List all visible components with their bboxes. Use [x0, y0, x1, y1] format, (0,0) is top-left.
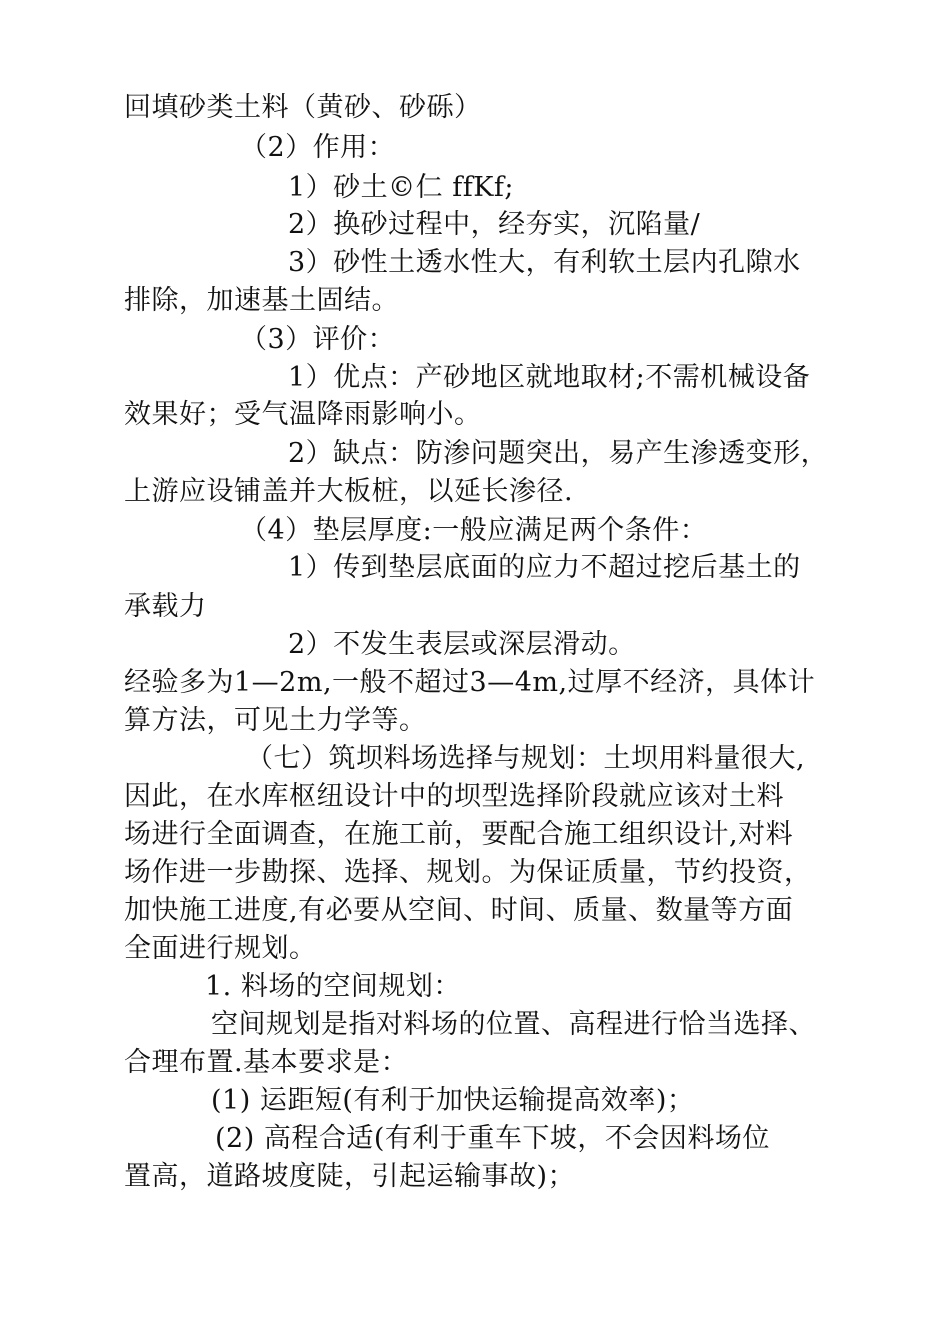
text-line-12: （4）垫层厚度:一般应满足两个条件：: [240, 515, 708, 546]
text-line-24: 1. 料场的空间规划：: [205, 971, 461, 1002]
text-line-27: (1) 运距短(有利于加快运输提高效率)；: [211, 1085, 695, 1116]
text-line-14: 承载力: [124, 591, 207, 622]
text-line-29: 置高，道路坡度陡，引起运输事故)；: [124, 1161, 576, 1192]
text-line-10: 2）缺点：防渗问题突出，易产生渗透变形，: [288, 438, 829, 469]
text-line-20: 场进行全面调查，在施工前，要配合施工组织设计,对料: [124, 819, 794, 850]
text-line-17: 算方法，可见土力学等。: [124, 705, 427, 736]
text-line-18: （七）筑坝料场选择与规划：土坝用料量很大,: [246, 743, 806, 774]
text-line-21: 场作进一步勘探、选择、规划。为保证质量，节约投资，: [124, 857, 812, 888]
text-line-19: 因此，在水库枢纽设计中的坝型选择阶段就应该对土料: [124, 781, 784, 812]
text-line-11: 上游应设铺盖并大板桩，以延长渗径.: [124, 476, 574, 507]
text-line-9: 效果好；受气温降雨影响小。: [124, 399, 482, 430]
text-line-8: 1）优点：产砂地区就地取材;不需机械设备: [288, 362, 811, 393]
text-line-15: 2）不发生表层或深层滑动。: [288, 629, 636, 660]
text-line-16: 经验多为1—2m,一般不超过3—4m,过厚不经济，具体计: [124, 667, 816, 698]
text-line-26: 合理布置.基本要求是：: [124, 1047, 409, 1078]
text-line-13: 1）传到垫层底面的应力不超过挖后基土的: [288, 552, 801, 583]
text-line-28: (2) 高程合适(有利于重车下坡，不会因料场位: [215, 1123, 770, 1154]
text-line-2: （2）作用：: [240, 132, 396, 163]
text-line-4: 2）换砂过程中，经夯实，沉陷量/: [288, 209, 701, 240]
text-line-5: 3）砂性土透水性大，有利软土层内孔隙水: [288, 247, 801, 278]
text-line-1: 回填砂类土料（黄砂、砂砾）: [124, 92, 482, 123]
text-line-3: 1）砂土©仁 ffKf;: [288, 172, 515, 203]
text-line-6: 排除，加速基土固结。: [124, 285, 399, 316]
text-line-23: 全面进行规划。: [124, 933, 317, 964]
text-line-25: 空间规划是指对料场的位置、高程进行恰当选择、: [211, 1009, 816, 1040]
text-line-7: （3）评价：: [240, 324, 396, 355]
text-line-22: 加快施工进度,有必要从空间、时间、质量、数量等方面: [124, 895, 794, 926]
